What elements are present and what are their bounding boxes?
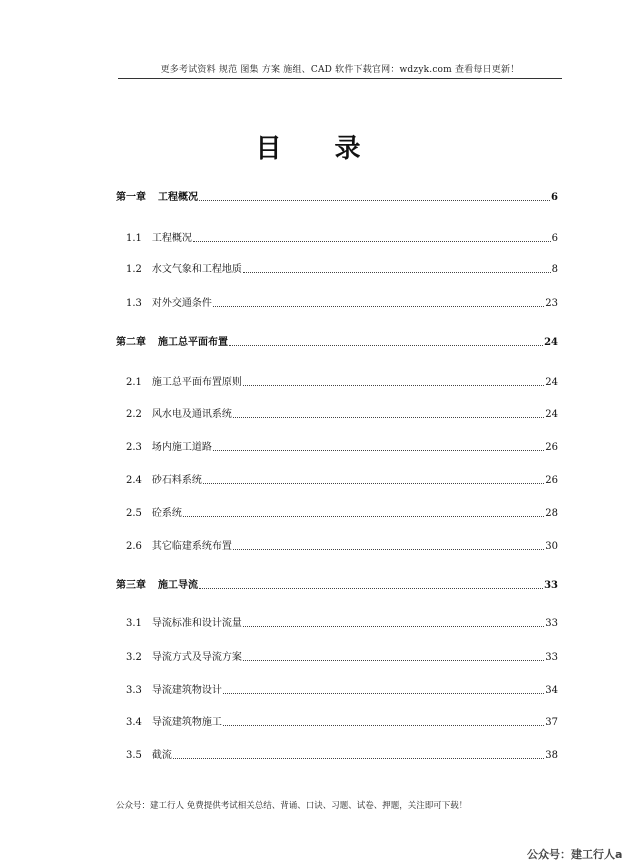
toc-page-number: 33 xyxy=(545,618,558,629)
toc-page-number: 8 xyxy=(551,264,558,275)
toc-entry-label: 截流 xyxy=(151,750,172,761)
toc-section-row[interactable] xyxy=(126,473,558,487)
header-divider xyxy=(118,78,562,79)
toc-entry-label: 工程概况 xyxy=(158,192,198,203)
toc-page-number: 33 xyxy=(544,580,558,591)
toc-page-number: 24 xyxy=(544,337,558,348)
toc-dot-leader xyxy=(243,385,544,386)
toc-page-number: 28 xyxy=(545,508,558,519)
toc-dot-leader xyxy=(229,345,543,346)
watermark: 公众号：建工行人a xyxy=(527,848,623,861)
page-header: 更多考试资料 规范 图集 方案 施组、CAD 软件下载官网：wdzyk.com 查看每日更新！ xyxy=(160,65,520,75)
toc-page-number: 26 xyxy=(545,442,558,453)
toc-entry-label: 施工总平面布置 xyxy=(158,337,228,348)
toc-dot-leader xyxy=(173,758,544,759)
toc-dot-leader xyxy=(183,516,544,517)
toc-entry-number: 3.5 xyxy=(126,750,142,761)
toc-section-row[interactable] xyxy=(126,683,558,697)
toc-dot-leader xyxy=(243,660,544,661)
toc-section-row[interactable] xyxy=(126,296,558,310)
toc-dot-leader xyxy=(213,306,544,307)
toc-entry-number: 2.1 xyxy=(126,377,142,388)
toc-entry-label: 水文气象和工程地质 xyxy=(151,264,242,275)
toc-entry-number: 第二章 xyxy=(116,337,146,348)
toc-entry-number: 第三章 xyxy=(116,580,146,591)
toc-chapter-row[interactable] xyxy=(116,578,558,592)
toc-dot-leader xyxy=(199,588,543,589)
toc-page-number: 37 xyxy=(545,717,558,728)
toc-entry-number: 2.6 xyxy=(126,541,142,552)
toc-entry-label: 砂石料系统 xyxy=(151,475,202,486)
toc-dot-leader xyxy=(243,626,544,627)
toc-page-number: 34 xyxy=(545,685,558,696)
toc-entry-label: 风水电及通讯系统 xyxy=(151,409,232,420)
toc-dot-leader xyxy=(243,272,551,273)
toc-section-row[interactable] xyxy=(126,616,558,630)
toc-entry-number: 2.5 xyxy=(126,508,142,519)
toc-page-number: 26 xyxy=(545,475,558,486)
toc-entry-number: 2.2 xyxy=(126,409,142,420)
toc-title: 目 录 xyxy=(255,134,383,164)
toc-entry-number: 3.3 xyxy=(126,685,142,696)
toc-entry-number: 3.2 xyxy=(126,652,142,663)
toc-page-number: 24 xyxy=(545,409,558,420)
toc-dot-leader xyxy=(223,725,544,726)
toc-dot-leader xyxy=(203,483,544,484)
toc-entry-label: 施工导流 xyxy=(158,580,198,591)
toc-entry-label: 导流建筑物设计 xyxy=(151,685,222,696)
toc-page-number: 33 xyxy=(545,652,558,663)
page-footer: 公众号：建工行人 免费提供考试相关总结、背诵、口诀、习题、试卷、押题，关注即可下载！ xyxy=(116,801,468,811)
toc-entry-label: 施工总平面布置原则 xyxy=(151,377,242,388)
toc-dot-leader xyxy=(233,417,544,418)
toc-entry-number: 1.2 xyxy=(126,264,142,275)
toc-section-row[interactable] xyxy=(126,715,558,729)
toc-dot-leader xyxy=(223,693,544,694)
toc-entry-label: 导流方式及导流方案 xyxy=(151,652,242,663)
toc-section-row[interactable] xyxy=(126,440,558,454)
toc-entry-number: 2.4 xyxy=(126,475,142,486)
toc-entry-number: 3.1 xyxy=(126,618,142,629)
toc-entry-number: 1.1 xyxy=(126,233,142,244)
toc-section-row[interactable] xyxy=(126,407,558,421)
toc-chapter-row[interactable] xyxy=(116,335,558,349)
toc-chapter-row[interactable] xyxy=(116,190,558,204)
toc-section-row[interactable] xyxy=(126,748,558,762)
toc-page-number: 23 xyxy=(545,298,558,309)
toc-entry-label: 导流标准和设计流量 xyxy=(151,618,242,629)
toc-section-row[interactable] xyxy=(126,231,558,245)
toc-section-row[interactable] xyxy=(126,506,558,520)
toc-section-row[interactable] xyxy=(126,539,558,553)
toc-entry-label: 导流建筑物施工 xyxy=(151,717,222,728)
toc-entry-label: 工程概况 xyxy=(151,233,192,244)
toc-entry-number: 3.4 xyxy=(126,717,142,728)
toc-section-row[interactable] xyxy=(126,650,558,664)
toc-entry-number: 2.3 xyxy=(126,442,142,453)
toc-section-row[interactable] xyxy=(126,262,558,276)
toc-dot-leader xyxy=(233,549,544,550)
toc-entry-label: 其它临建系统布置 xyxy=(151,541,232,552)
toc-page-number: 30 xyxy=(545,541,558,552)
toc-page-number: 6 xyxy=(551,233,558,244)
toc-entry-label: 场内施工道路 xyxy=(151,442,212,453)
toc-entry-number: 1.3 xyxy=(126,298,142,309)
toc-page-number: 6 xyxy=(551,192,558,203)
toc-dot-leader xyxy=(199,200,550,201)
toc-entry-label: 对外交通条件 xyxy=(151,298,212,309)
toc-section-row[interactable] xyxy=(126,375,558,389)
toc-entry-label: 砼系统 xyxy=(151,508,182,519)
toc-dot-leader xyxy=(213,450,544,451)
toc-page-number: 38 xyxy=(545,750,558,761)
toc-entry-number: 第一章 xyxy=(116,192,146,203)
toc-dot-leader xyxy=(193,241,551,242)
toc-page-number: 24 xyxy=(545,377,558,388)
